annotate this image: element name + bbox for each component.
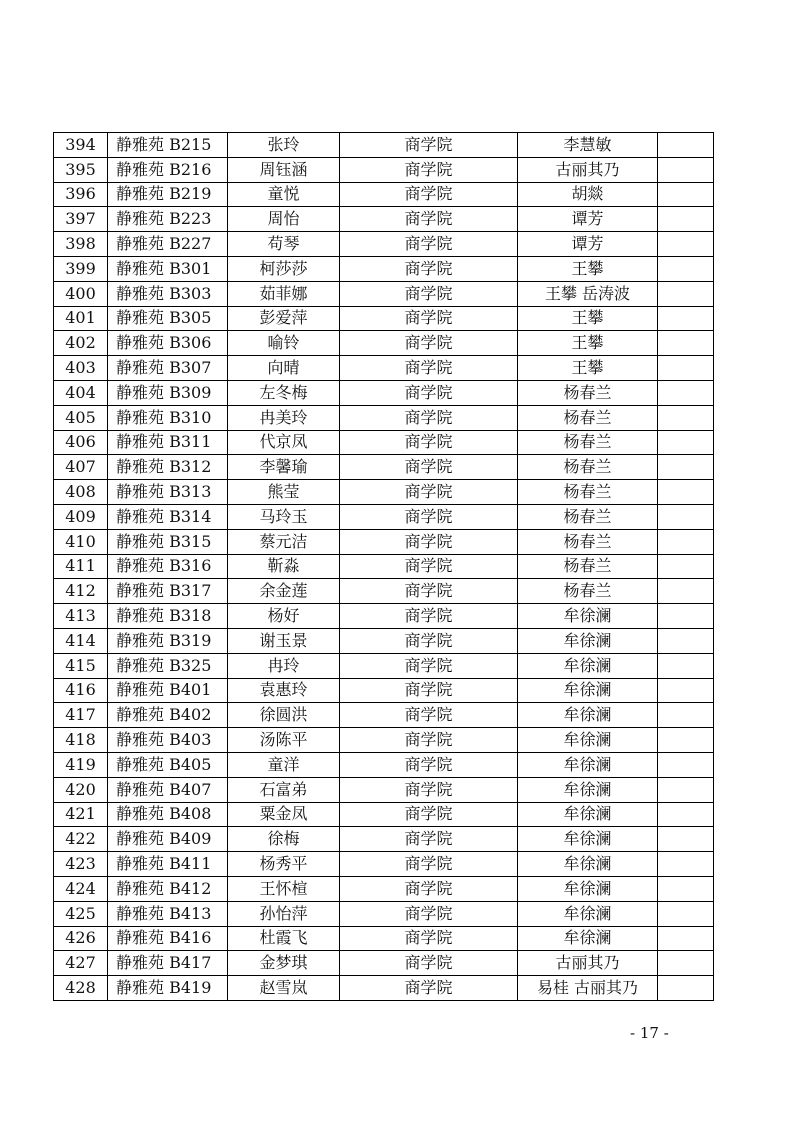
table-row bbox=[54, 653, 714, 678]
college-cell: 商学院 bbox=[340, 455, 518, 480]
student-name-cell: 冉美玲 bbox=[228, 405, 340, 430]
row-number-cell: 417 bbox=[54, 703, 108, 728]
college-cell: 商学院 bbox=[340, 802, 518, 827]
teacher-cell: 杨春兰 bbox=[518, 529, 658, 554]
college-cell: 商学院 bbox=[340, 133, 518, 158]
college-cell: 商学院 bbox=[340, 256, 518, 281]
college-cell: 商学院 bbox=[340, 678, 518, 703]
college-cell: 商学院 bbox=[340, 579, 518, 604]
row-number-cell: 405 bbox=[54, 405, 108, 430]
teacher-cell: 杨春兰 bbox=[518, 480, 658, 505]
room-cell: 静雅苑 B310 bbox=[108, 405, 228, 430]
college-cell: 商学院 bbox=[340, 157, 518, 182]
student-name-cell: 童洋 bbox=[228, 752, 340, 777]
teacher-cell: 牟徐澜 bbox=[518, 876, 658, 901]
row-number-cell: 412 bbox=[54, 579, 108, 604]
college-cell: 商学院 bbox=[340, 703, 518, 728]
college-cell: 商学院 bbox=[340, 232, 518, 257]
note-cell bbox=[658, 232, 714, 257]
row-number-cell: 401 bbox=[54, 306, 108, 331]
student-name-cell: 杨好 bbox=[228, 604, 340, 629]
row-number-cell: 395 bbox=[54, 157, 108, 182]
student-name-cell: 金梦琪 bbox=[228, 951, 340, 976]
table-row bbox=[54, 356, 714, 381]
room-cell: 静雅苑 B216 bbox=[108, 157, 228, 182]
student-name-cell: 周钰涵 bbox=[228, 157, 340, 182]
room-cell: 静雅苑 B319 bbox=[108, 628, 228, 653]
teacher-cell: 牟徐澜 bbox=[518, 653, 658, 678]
note-cell bbox=[658, 529, 714, 554]
table-row bbox=[54, 405, 714, 430]
teacher-cell: 杨春兰 bbox=[518, 430, 658, 455]
teacher-cell: 牟徐澜 bbox=[518, 604, 658, 629]
teacher-cell: 牟徐澜 bbox=[518, 827, 658, 852]
student-name-cell: 苟琴 bbox=[228, 232, 340, 257]
row-number-cell: 428 bbox=[54, 976, 108, 1001]
row-number-cell: 418 bbox=[54, 728, 108, 753]
room-cell: 静雅苑 B405 bbox=[108, 752, 228, 777]
row-number-cell: 415 bbox=[54, 653, 108, 678]
teacher-cell: 杨春兰 bbox=[518, 405, 658, 430]
note-cell bbox=[658, 876, 714, 901]
table-row bbox=[54, 430, 714, 455]
table-row bbox=[54, 604, 714, 629]
note-cell bbox=[658, 207, 714, 232]
table-row bbox=[54, 876, 714, 901]
note-cell bbox=[658, 827, 714, 852]
row-number-cell: 396 bbox=[54, 182, 108, 207]
college-cell: 商学院 bbox=[340, 529, 518, 554]
college-cell: 商学院 bbox=[340, 504, 518, 529]
room-cell: 静雅苑 B219 bbox=[108, 182, 228, 207]
room-cell: 静雅苑 B412 bbox=[108, 876, 228, 901]
college-cell: 商学院 bbox=[340, 852, 518, 877]
table-row bbox=[54, 728, 714, 753]
teacher-cell: 王攀 岳涛波 bbox=[518, 281, 658, 306]
note-cell bbox=[658, 777, 714, 802]
note-cell bbox=[658, 480, 714, 505]
table-body bbox=[54, 133, 714, 1001]
room-cell: 静雅苑 B215 bbox=[108, 133, 228, 158]
college-cell: 商学院 bbox=[340, 628, 518, 653]
note-cell bbox=[658, 504, 714, 529]
note-cell bbox=[658, 182, 714, 207]
room-cell: 静雅苑 B318 bbox=[108, 604, 228, 629]
student-name-cell: 熊莹 bbox=[228, 480, 340, 505]
note-cell bbox=[658, 554, 714, 579]
student-name-cell: 彭爱萍 bbox=[228, 306, 340, 331]
row-number-cell: 411 bbox=[54, 554, 108, 579]
note-cell bbox=[658, 752, 714, 777]
teacher-cell: 易桂 古丽其乃 bbox=[518, 976, 658, 1001]
note-cell bbox=[658, 802, 714, 827]
student-name-cell: 张玲 bbox=[228, 133, 340, 158]
college-cell: 商学院 bbox=[340, 951, 518, 976]
teacher-cell: 杨春兰 bbox=[518, 455, 658, 480]
row-number-cell: 407 bbox=[54, 455, 108, 480]
student-name-cell: 余金莲 bbox=[228, 579, 340, 604]
row-number-cell: 413 bbox=[54, 604, 108, 629]
college-cell: 商学院 bbox=[340, 480, 518, 505]
note-cell bbox=[658, 653, 714, 678]
student-name-cell: 粟金凤 bbox=[228, 802, 340, 827]
table-row bbox=[54, 976, 714, 1001]
teacher-cell: 古丽其乃 bbox=[518, 951, 658, 976]
note-cell bbox=[658, 852, 714, 877]
note-cell bbox=[658, 380, 714, 405]
table-row bbox=[54, 901, 714, 926]
teacher-cell: 牟徐澜 bbox=[518, 678, 658, 703]
row-number-cell: 400 bbox=[54, 281, 108, 306]
student-name-cell: 李馨瑜 bbox=[228, 455, 340, 480]
student-name-cell: 蔡元洁 bbox=[228, 529, 340, 554]
table-row bbox=[54, 380, 714, 405]
room-cell: 静雅苑 B402 bbox=[108, 703, 228, 728]
row-number-cell: 397 bbox=[54, 207, 108, 232]
teacher-cell: 牟徐澜 bbox=[518, 752, 658, 777]
note-cell bbox=[658, 579, 714, 604]
note-cell bbox=[658, 976, 714, 1001]
room-cell: 静雅苑 B301 bbox=[108, 256, 228, 281]
student-name-cell: 王怀楦 bbox=[228, 876, 340, 901]
row-number-cell: 410 bbox=[54, 529, 108, 554]
table-row bbox=[54, 232, 714, 257]
table-row bbox=[54, 157, 714, 182]
teacher-cell: 牟徐澜 bbox=[518, 628, 658, 653]
college-cell: 商学院 bbox=[340, 976, 518, 1001]
teacher-cell: 王攀 bbox=[518, 256, 658, 281]
student-name-cell: 左冬梅 bbox=[228, 380, 340, 405]
college-cell: 商学院 bbox=[340, 653, 518, 678]
college-cell: 商学院 bbox=[340, 306, 518, 331]
row-number-cell: 423 bbox=[54, 852, 108, 877]
college-cell: 商学院 bbox=[340, 827, 518, 852]
room-cell: 静雅苑 B409 bbox=[108, 827, 228, 852]
teacher-cell: 古丽其乃 bbox=[518, 157, 658, 182]
table-row bbox=[54, 256, 714, 281]
note-cell bbox=[658, 728, 714, 753]
student-name-cell: 茹菲娜 bbox=[228, 281, 340, 306]
room-cell: 静雅苑 B223 bbox=[108, 207, 228, 232]
student-name-cell: 柯莎莎 bbox=[228, 256, 340, 281]
table-row bbox=[54, 852, 714, 877]
college-cell: 商学院 bbox=[340, 554, 518, 579]
room-cell: 静雅苑 B307 bbox=[108, 356, 228, 381]
note-cell bbox=[658, 405, 714, 430]
teacher-cell: 王攀 bbox=[518, 306, 658, 331]
note-cell bbox=[658, 901, 714, 926]
student-name-cell: 袁惠玲 bbox=[228, 678, 340, 703]
college-cell: 商学院 bbox=[340, 901, 518, 926]
teacher-cell: 李慧敏 bbox=[518, 133, 658, 158]
room-cell: 静雅苑 B305 bbox=[108, 306, 228, 331]
teacher-cell: 王攀 bbox=[518, 356, 658, 381]
table-row bbox=[54, 331, 714, 356]
student-name-cell: 徐圆洪 bbox=[228, 703, 340, 728]
row-number-cell: 402 bbox=[54, 331, 108, 356]
student-name-cell: 喻铃 bbox=[228, 331, 340, 356]
row-number-cell: 427 bbox=[54, 951, 108, 976]
room-cell: 静雅苑 B416 bbox=[108, 926, 228, 951]
table-row bbox=[54, 579, 714, 604]
page-number: - 17 - bbox=[630, 1024, 669, 1042]
room-cell: 静雅苑 B325 bbox=[108, 653, 228, 678]
room-cell: 静雅苑 B315 bbox=[108, 529, 228, 554]
college-cell: 商学院 bbox=[340, 405, 518, 430]
college-cell: 商学院 bbox=[340, 281, 518, 306]
table-row bbox=[54, 703, 714, 728]
teacher-cell: 牟徐澜 bbox=[518, 802, 658, 827]
note-cell bbox=[658, 430, 714, 455]
teacher-cell: 牟徐澜 bbox=[518, 777, 658, 802]
table-row bbox=[54, 281, 714, 306]
table-row bbox=[54, 554, 714, 579]
row-number-cell: 408 bbox=[54, 480, 108, 505]
student-name-cell: 童悦 bbox=[228, 182, 340, 207]
row-number-cell: 426 bbox=[54, 926, 108, 951]
table-row bbox=[54, 678, 714, 703]
row-number-cell: 409 bbox=[54, 504, 108, 529]
table-row bbox=[54, 827, 714, 852]
row-number-cell: 421 bbox=[54, 802, 108, 827]
row-number-cell: 406 bbox=[54, 430, 108, 455]
table-row bbox=[54, 752, 714, 777]
table-row bbox=[54, 480, 714, 505]
note-cell bbox=[658, 926, 714, 951]
row-number-cell: 394 bbox=[54, 133, 108, 158]
room-cell: 静雅苑 B407 bbox=[108, 777, 228, 802]
note-cell bbox=[658, 306, 714, 331]
room-cell: 静雅苑 B401 bbox=[108, 678, 228, 703]
room-cell: 静雅苑 B408 bbox=[108, 802, 228, 827]
teacher-cell: 谭芳 bbox=[518, 232, 658, 257]
note-cell bbox=[658, 256, 714, 281]
student-name-cell: 杜霞飞 bbox=[228, 926, 340, 951]
row-number-cell: 425 bbox=[54, 901, 108, 926]
college-cell: 商学院 bbox=[340, 777, 518, 802]
student-name-cell: 杨秀平 bbox=[228, 852, 340, 877]
note-cell bbox=[658, 628, 714, 653]
college-cell: 商学院 bbox=[340, 752, 518, 777]
note-cell bbox=[658, 356, 714, 381]
room-cell: 静雅苑 B314 bbox=[108, 504, 228, 529]
row-number-cell: 422 bbox=[54, 827, 108, 852]
college-cell: 商学院 bbox=[340, 356, 518, 381]
room-cell: 静雅苑 B227 bbox=[108, 232, 228, 257]
row-number-cell: 419 bbox=[54, 752, 108, 777]
note-cell bbox=[658, 703, 714, 728]
student-name-cell: 赵雪岚 bbox=[228, 976, 340, 1001]
student-name-cell: 汤陈平 bbox=[228, 728, 340, 753]
table-row bbox=[54, 133, 714, 158]
student-name-cell: 谢玉景 bbox=[228, 628, 340, 653]
row-number-cell: 424 bbox=[54, 876, 108, 901]
college-cell: 商学院 bbox=[340, 207, 518, 232]
note-cell bbox=[658, 157, 714, 182]
note-cell bbox=[658, 604, 714, 629]
table-row bbox=[54, 926, 714, 951]
table-row bbox=[54, 777, 714, 802]
room-cell: 静雅苑 B411 bbox=[108, 852, 228, 877]
college-cell: 商学院 bbox=[340, 926, 518, 951]
teacher-cell: 牟徐澜 bbox=[518, 703, 658, 728]
table-row bbox=[54, 207, 714, 232]
dormitory-table bbox=[53, 132, 714, 1001]
row-number-cell: 416 bbox=[54, 678, 108, 703]
table-row bbox=[54, 802, 714, 827]
teacher-cell: 牟徐澜 bbox=[518, 926, 658, 951]
room-cell: 静雅苑 B317 bbox=[108, 579, 228, 604]
note-cell bbox=[658, 133, 714, 158]
college-cell: 商学院 bbox=[340, 876, 518, 901]
table-row bbox=[54, 529, 714, 554]
table-row bbox=[54, 182, 714, 207]
room-cell: 静雅苑 B316 bbox=[108, 554, 228, 579]
college-cell: 商学院 bbox=[340, 728, 518, 753]
table-row bbox=[54, 504, 714, 529]
teacher-cell: 杨春兰 bbox=[518, 380, 658, 405]
student-name-cell: 石富弟 bbox=[228, 777, 340, 802]
student-name-cell: 徐梅 bbox=[228, 827, 340, 852]
note-cell bbox=[658, 455, 714, 480]
teacher-cell: 谭芳 bbox=[518, 207, 658, 232]
teacher-cell: 杨春兰 bbox=[518, 504, 658, 529]
table-row bbox=[54, 306, 714, 331]
row-number-cell: 398 bbox=[54, 232, 108, 257]
row-number-cell: 399 bbox=[54, 256, 108, 281]
student-name-cell: 靳淼 bbox=[228, 554, 340, 579]
room-cell: 静雅苑 B419 bbox=[108, 976, 228, 1001]
teacher-cell: 牟徐澜 bbox=[518, 901, 658, 926]
college-cell: 商学院 bbox=[340, 380, 518, 405]
table-row bbox=[54, 628, 714, 653]
room-cell: 静雅苑 B403 bbox=[108, 728, 228, 753]
row-number-cell: 414 bbox=[54, 628, 108, 653]
room-cell: 静雅苑 B303 bbox=[108, 281, 228, 306]
teacher-cell: 胡燚 bbox=[518, 182, 658, 207]
teacher-cell: 牟徐澜 bbox=[518, 728, 658, 753]
room-cell: 静雅苑 B313 bbox=[108, 480, 228, 505]
note-cell bbox=[658, 331, 714, 356]
college-cell: 商学院 bbox=[340, 182, 518, 207]
room-cell: 静雅苑 B311 bbox=[108, 430, 228, 455]
student-name-cell: 马玲玉 bbox=[228, 504, 340, 529]
note-cell bbox=[658, 678, 714, 703]
row-number-cell: 403 bbox=[54, 356, 108, 381]
room-cell: 静雅苑 B312 bbox=[108, 455, 228, 480]
student-name-cell: 代京凤 bbox=[228, 430, 340, 455]
room-cell: 静雅苑 B309 bbox=[108, 380, 228, 405]
table-row bbox=[54, 951, 714, 976]
room-cell: 静雅苑 B413 bbox=[108, 901, 228, 926]
student-name-cell: 孙怡萍 bbox=[228, 901, 340, 926]
student-name-cell: 向晴 bbox=[228, 356, 340, 381]
teacher-cell: 牟徐澜 bbox=[518, 852, 658, 877]
row-number-cell: 420 bbox=[54, 777, 108, 802]
teacher-cell: 杨春兰 bbox=[518, 579, 658, 604]
note-cell bbox=[658, 281, 714, 306]
student-name-cell: 周怡 bbox=[228, 207, 340, 232]
note-cell bbox=[658, 951, 714, 976]
teacher-cell: 王攀 bbox=[518, 331, 658, 356]
teacher-cell: 杨春兰 bbox=[518, 554, 658, 579]
college-cell: 商学院 bbox=[340, 430, 518, 455]
college-cell: 商学院 bbox=[340, 604, 518, 629]
room-cell: 静雅苑 B306 bbox=[108, 331, 228, 356]
table-row bbox=[54, 455, 714, 480]
college-cell: 商学院 bbox=[340, 331, 518, 356]
student-name-cell: 冉玲 bbox=[228, 653, 340, 678]
room-cell: 静雅苑 B417 bbox=[108, 951, 228, 976]
row-number-cell: 404 bbox=[54, 380, 108, 405]
